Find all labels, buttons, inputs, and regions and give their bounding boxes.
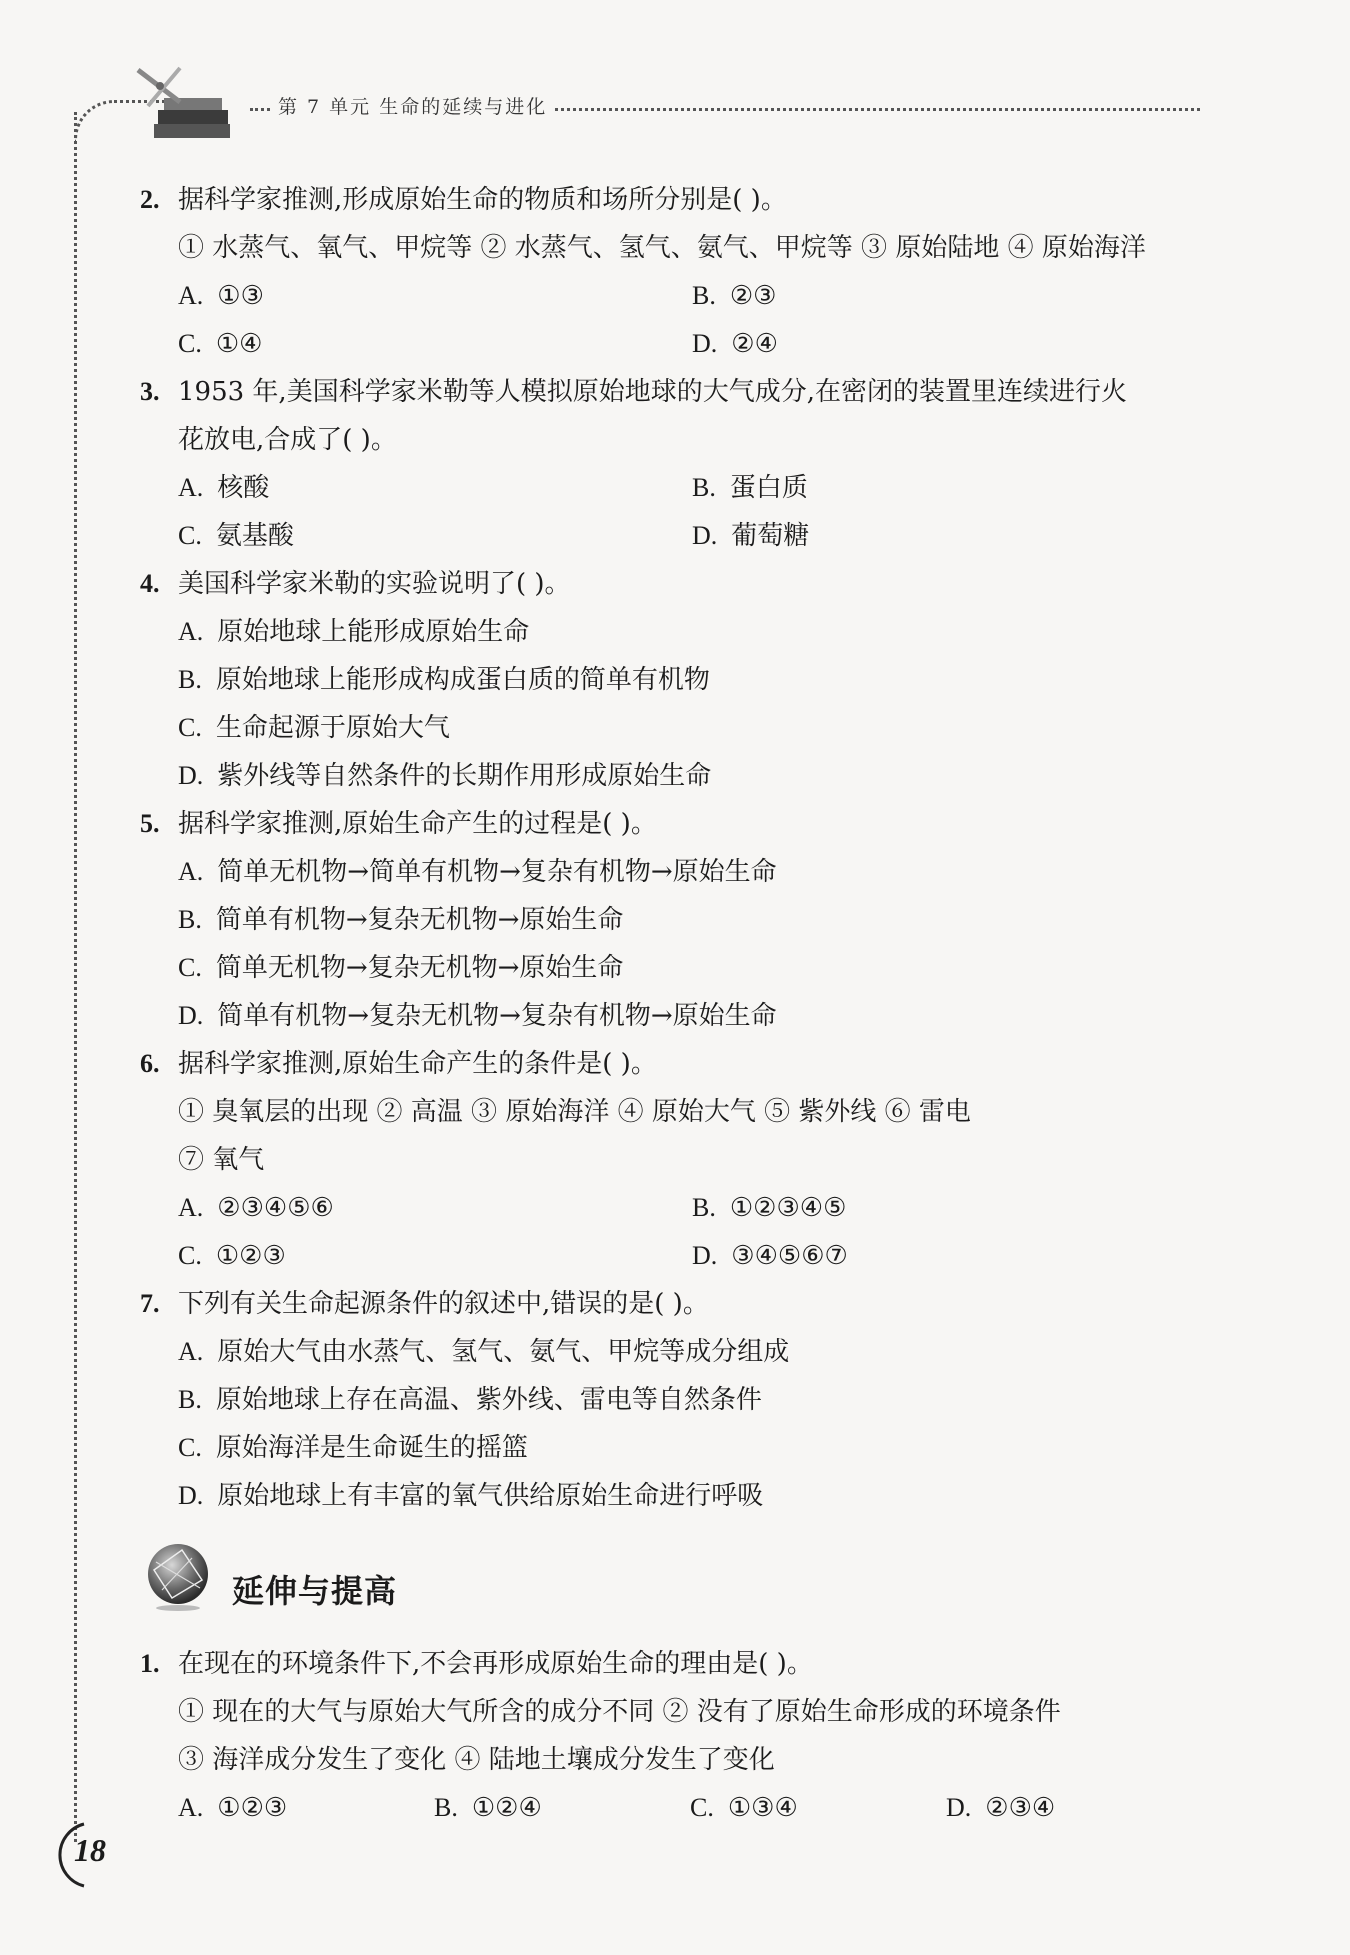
option-a: A. 原始地球上能形成原始生命 (178, 617, 530, 647)
option-d: D. ②④ (692, 329, 778, 359)
option-c: C. 生命起源于原始大气 (178, 713, 450, 743)
question-stem: 据科学家推测,原始生命产生的过程是( )。 (178, 809, 657, 839)
unit-title: 第 7 单元 生命的延续与进化 (270, 92, 555, 119)
question-statements: ① 臭氧层的出现 ② 高温 ③ 原始海洋 ④ 原始大气 ⑤ 紫外线 ⑥ 雷电 (178, 1097, 971, 1127)
option-b: B. 原始地球上存在高温、紫外线、雷电等自然条件 (178, 1385, 762, 1415)
question-statements-continued: ⑦ 氧气 (178, 1145, 265, 1175)
question-stem: 据科学家推测,形成原始生命的物质和场所分别是( )。 (178, 185, 787, 215)
option-d: D. 紫外线等自然条件的长期作用形成原始生命 (178, 761, 712, 791)
question-3: 3. 1953 年,美国科学家米勒等人模拟原始地球的大气成分,在密闭的装置里连续进行火 (140, 377, 1127, 407)
option-a: A. ②③④⑤⑥ (178, 1193, 334, 1223)
option-a: A. 原始大气由水蒸气、氢气、氨气、甲烷等成分组成 (178, 1337, 790, 1367)
option-b: B. ①②④ (434, 1793, 542, 1823)
option-c: C. ①③④ (690, 1793, 798, 1823)
option-a: A. 核酸 (178, 473, 270, 503)
question-stem: 美国科学家米勒的实验说明了( )。 (178, 569, 571, 599)
question-stem: 下列有关生命起源条件的叙述中,错误的是( )。 (178, 1289, 709, 1319)
option-d: D. 原始地球上有丰富的氧气供给原始生命进行呼吸 (178, 1481, 764, 1511)
option-d: D. 简单有机物→复杂无机物→复杂有机物→原始生命 (178, 1001, 777, 1031)
option-b: B. ①②③④⑤ (692, 1193, 847, 1223)
option-a: A. 简单无机物→简单有机物→复杂有机物→原始生命 (178, 857, 777, 887)
question-4: 4. 美国科学家米勒的实验说明了( )。 (140, 569, 571, 599)
option-a: A. ①②③ (178, 1793, 288, 1823)
page-number-badge (44, 1820, 114, 1890)
option-c: C. 原始海洋是生命诞生的摇篮 (178, 1433, 528, 1463)
option-b: B. 蛋白质 (692, 473, 808, 503)
option-d: D. ②③④ (946, 1793, 1056, 1823)
option-d: D. ③④⑤⑥⑦ (692, 1241, 848, 1271)
crystal-ball-icon (142, 1540, 214, 1612)
left-margin-border (74, 112, 77, 1842)
option-c: C. ①②③ (178, 1241, 286, 1271)
question-stem-continued: 花放电,合成了( )。 (178, 425, 397, 455)
question-stem: 1953 年,美国科学家米勒等人模拟原始地球的大气成分,在密闭的装置里连续进行火 (178, 377, 1127, 407)
books-icon (130, 58, 240, 148)
option-c: C. 氨基酸 (178, 521, 294, 551)
option-c: C. ①④ (178, 329, 263, 359)
question-stem: 在现在的环境条件下,不会再形成原始生命的理由是( )。 (178, 1649, 813, 1679)
option-c: C. 简单无机物→复杂无机物→原始生命 (178, 953, 624, 983)
option-b: B. 简单有机物→复杂无机物→原始生命 (178, 905, 624, 935)
option-a: A. ①③ (178, 281, 264, 311)
question-7: 7. 下列有关生命起源条件的叙述中,错误的是( )。 (140, 1289, 709, 1319)
option-b: B. 原始地球上能形成构成蛋白质的简单有机物 (178, 665, 710, 695)
question-6: 6. 据科学家推测,原始生命产生的条件是( )。 (140, 1049, 657, 1079)
option-d: D. 葡萄糖 (692, 521, 810, 551)
question-2: 2. 据科学家推测,形成原始生命的物质和场所分别是( )。 (140, 185, 787, 215)
page-number: 18 (74, 1832, 106, 1868)
question-statements-continued: ③ 海洋成分发生了变化 ④ 陆地土壤成分发生了变化 (178, 1745, 775, 1775)
extension-question-1: 1. 在现在的环境条件下,不会再形成原始生命的理由是( )。 (140, 1649, 813, 1679)
question-statements: ① 现在的大气与原始大气所含的成分不同 ② 没有了原始生命形成的环境条件 (178, 1697, 1061, 1727)
section-title: 延伸与提高 (232, 1572, 398, 1610)
question-5: 5. 据科学家推测,原始生命产生的过程是( )。 (140, 809, 657, 839)
question-stem: 据科学家推测,原始生命产生的条件是( )。 (178, 1049, 657, 1079)
option-b: B. ②③ (692, 281, 777, 311)
question-statements: ① 水蒸气、氧气、甲烷等 ② 水蒸气、氢气、氨气、甲烷等 ③ 原始陆地 ④ 原始海洋 (178, 233, 1146, 263)
